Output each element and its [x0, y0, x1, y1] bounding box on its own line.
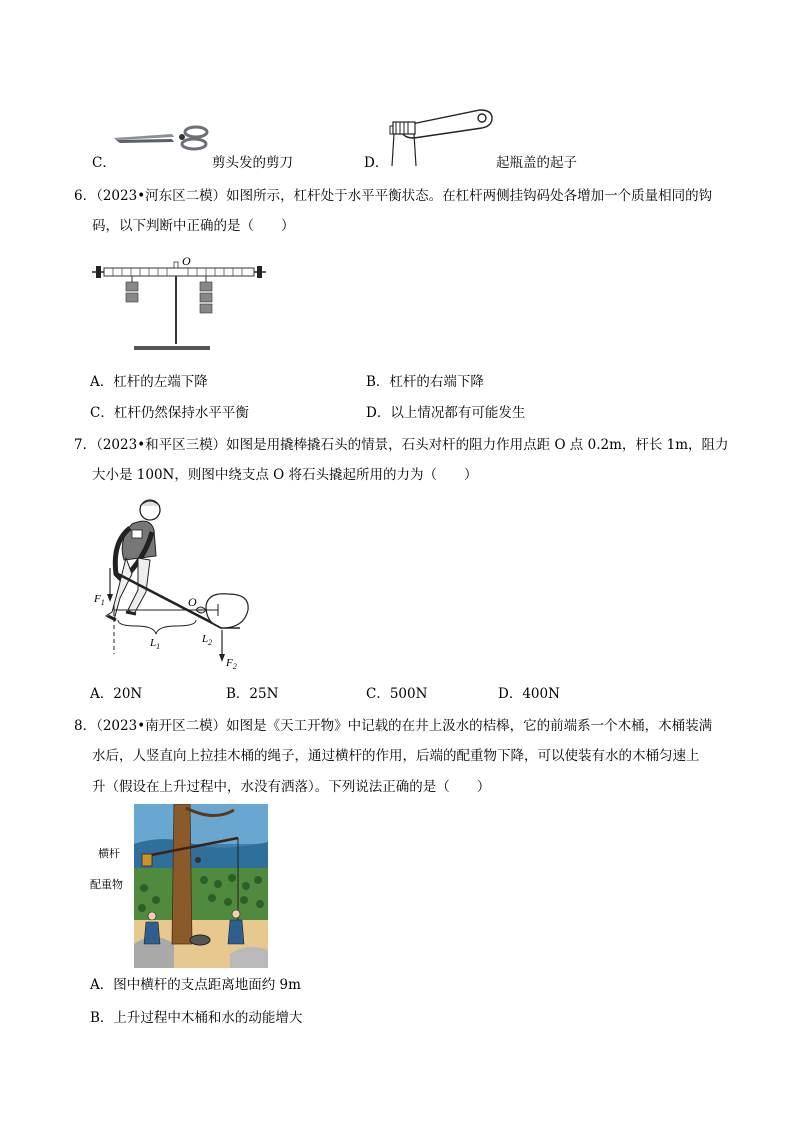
length-label-l1: $L_1$ [150, 637, 161, 651]
well-sweep-label-weight: 配重物 [90, 878, 123, 891]
q7-option-d: D．400N [498, 686, 560, 702]
q7-option-c: C．500N [366, 686, 428, 702]
well-sweep-label-bar: 横杆 [98, 847, 120, 860]
q8-stem-line3: 升（假设在上升过程中，水没有洒落）。下列说法正确的是（ ） [92, 779, 491, 795]
q6-stem-line1: 6．（2023•河东区二模）如图所示，杠杆处于水平平衡状态。在杠杆两侧挂钩码处各增加一个质量相同的钩 [74, 188, 713, 204]
crowbar-figure [88, 494, 258, 674]
q7-stem-line2: 大小是 100N，则图中绕支点 O 将石头撬起所用的力为（ ） [92, 467, 478, 483]
force-label-f1: $F_1$ [94, 593, 105, 607]
q8-option-a: A．图中横杆的支点距离地面约 9m [90, 977, 301, 993]
q8-option-b: B．上升过程中木桶和水的动能增大 [90, 1010, 303, 1026]
q7-stem-line1: 7．（2023•和平区三模）如图是用撬棒撬石头的情景，石头对杆的阻力作用点距 O 点 0.2m，杆长 1m，阻力 [74, 437, 729, 453]
length-label-l2: $L_2$ [202, 633, 213, 647]
lever-balance-figure [90, 252, 270, 354]
scissors-image [112, 124, 212, 152]
q6-option-c: C．杠杆仍然保持水平平衡 [90, 405, 249, 421]
q5-option-d-caption: 起瓶盖的起子 [496, 155, 577, 171]
force-label-f2: $F_2$ [226, 657, 237, 671]
q6-option-b: B．杠杆的右端下降 [366, 374, 484, 390]
q6-option-d: D．以上情况都有可能发生 [366, 405, 526, 421]
q6-stem-line2: 码，以下判断中正确的是（ ） [92, 218, 295, 234]
lever-label-o: O [182, 254, 191, 268]
q8-stem-line1: 8．（2023•南开区二模）如图是《天工开物》中记载的在井上汲水的桔槔，它的前端系一个木桶，木桶装满 [74, 718, 713, 734]
well-sweep-illustration [134, 804, 268, 968]
q7-option-a: A．20N [90, 686, 143, 702]
q5-option-d-letter: D． [364, 155, 389, 171]
q8-stem-line2: 水后，人竖直向上拉挂木桶的绳子，通过横杆的作用，后端的配重物下降，可以使装有水的木桶匀速上 [92, 748, 700, 764]
bottle-opener-image [384, 104, 496, 168]
q7-option-b: B．25N [226, 686, 279, 702]
q5-option-c-letter: C． [92, 155, 116, 171]
q5-option-c-caption: 剪头发的剪刀 [212, 155, 293, 171]
q6-option-a: A．杠杆的左端下降 [90, 374, 208, 390]
pivot-label-o: O [188, 595, 197, 609]
